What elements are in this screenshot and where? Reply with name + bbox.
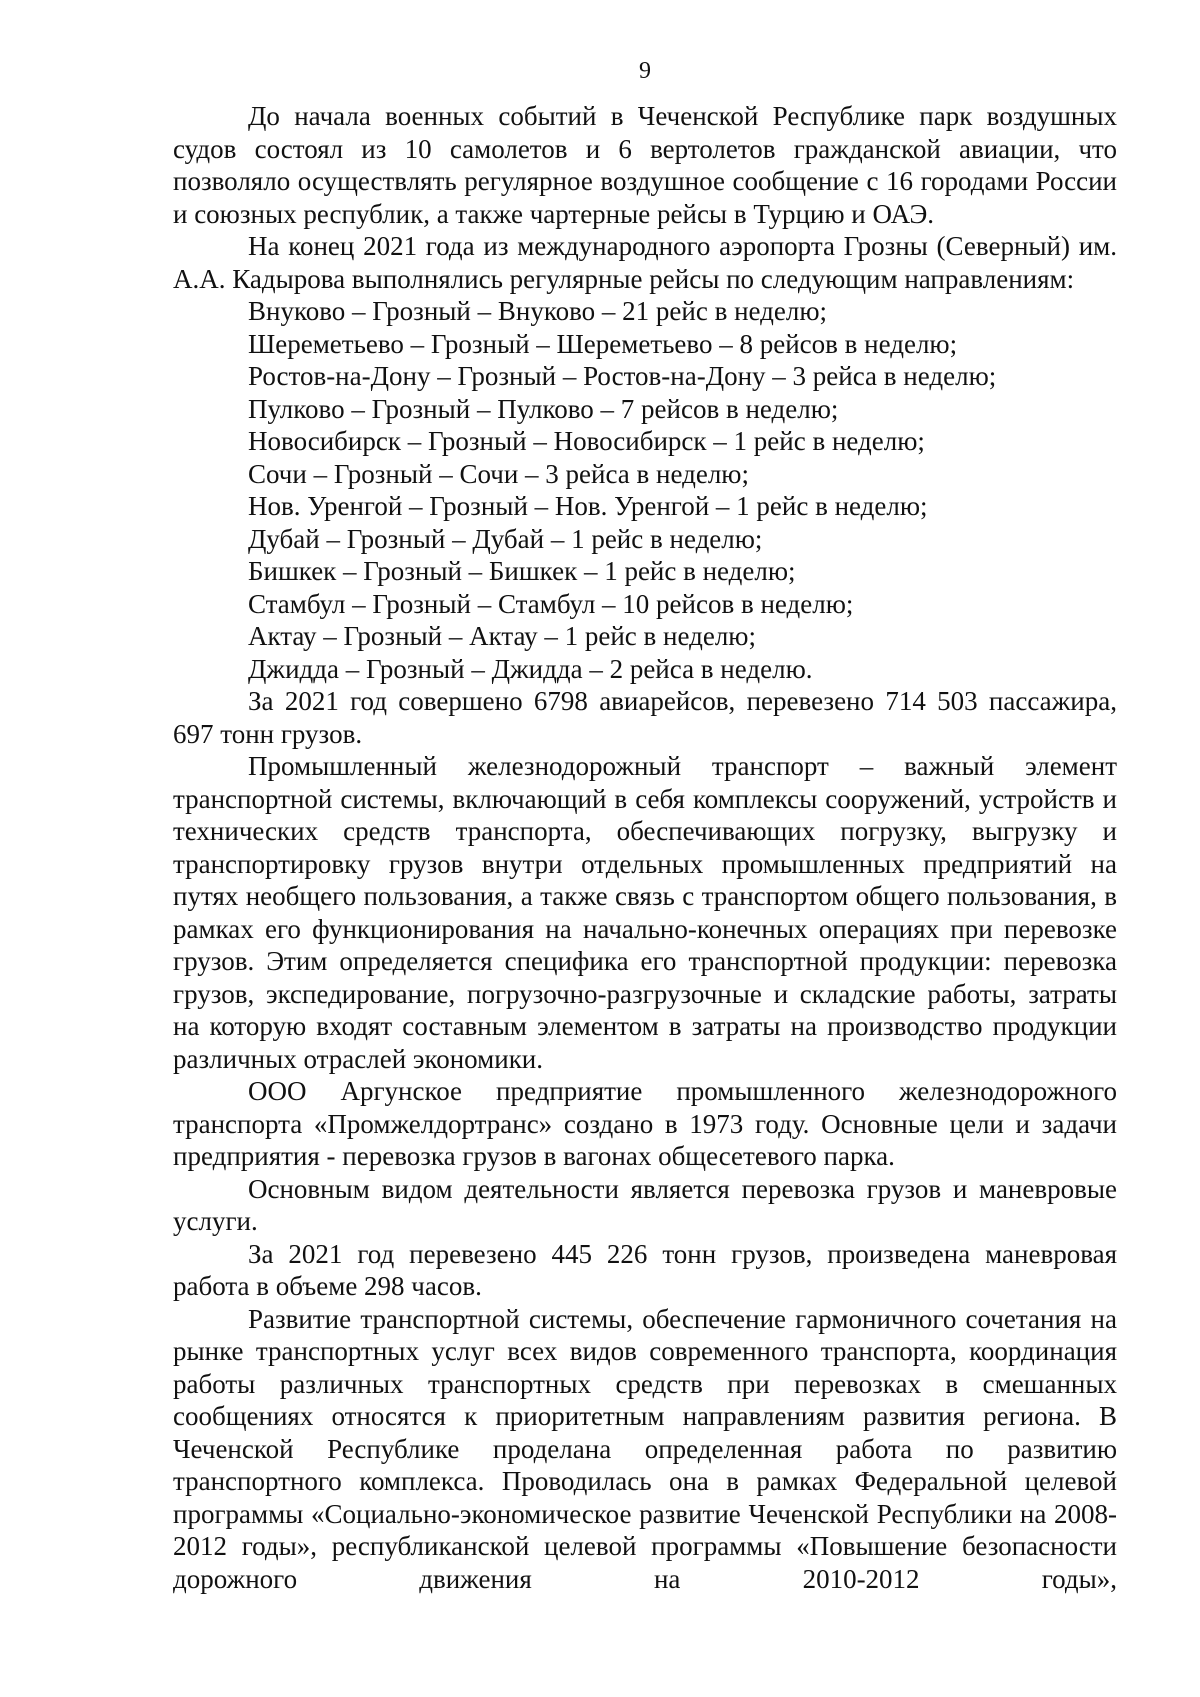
route-item: Стамбул – Грозный – Стамбул – 10 рейсов в неделю; <box>248 588 854 619</box>
page-number: 9 <box>639 58 651 84</box>
route-item: Новосибирск – Грозный – Новосибирск – 1 рейс в неделю; <box>248 426 925 456</box>
paragraph-aviation-history: До начала военных событий в Чеченской Республике парк воздушных судов состоял из 10 самолетов и 6 вертолетов гражданской авиации, что позволяло осуществлять регулярное воздушное сообщение с 16 городами России и союзных республик, а также чартерные рейсы в Турцию и ОАЭ. <box>173 101 1117 229</box>
route-item: Шереметьево – Грозный – Шереметьево – 8 рейсов в неделю; <box>248 328 958 359</box>
paragraph-main-activity: Основным видом деятельности является перевозка грузов и маневровые услуги. <box>173 1173 1117 1236</box>
route-item: Актау – Грозный – Актау – 1 рейс в неделю; <box>248 621 756 651</box>
paragraph-transport-development: Развитие транспортной системы, обеспечение гармоничного сочетания на рынке транспортных услуг всех видов современного транспорта, координация работы различных транспортных средств при перевозках в смешанных сообщениях относятся к приоритетным направлениям развития региона. В Чеченской Республике проделана определенная работа по развитию транспортного комплекса. Проводилась она в рамках Федеральной целевой программы «Социально-экономическое развитие Чеченской Республики на 2008-2012 годы», республиканской целевой программы «Повышение безопасности дорожного движения на 2010-2012 годы», <box>173 1303 1117 1594</box>
paragraph-cargo-stats: За 2021 год перевезено 445 226 тонн грузов, произведена маневровая работа в объеме 298 часов. <box>173 1238 1117 1301</box>
route-item: Пулково – Грозный – Пулково – 7 рейсов в неделю; <box>248 393 839 424</box>
route-item: Нов. Уренгой – Грозный – Нов. Уренгой – 1 рейс в неделю; <box>248 491 928 521</box>
route-item: Внуково – Грозный – Внуково – 21 рейс в неделю; <box>248 296 828 326</box>
route-item: Джидда – Грозный – Джидда – 2 рейса в неделю. <box>248 653 813 684</box>
route-item: Ростов-на-Дону – Грозный – Ростов-на-Дону – 3 рейса в неделю; <box>248 361 997 391</box>
paragraph-airport-routes-intro: На конец 2021 года из международного аэропорта Грозны (Северный) им. А.А. Кадырова выполнялись регулярные рейсы по следующим направлениям: <box>173 231 1117 294</box>
paragraph-industrial-railway: Промышленный железнодорожный транспорт – важный элемент транспортной системы, включающий в себя комплексы сооружений, устройств и технических средств транспорта, обеспечивающих погрузку, выгрузку и транспортировку грузов внутри отдельных промышленных предприятий на путях необщего пользования, а также связь с транспортом общего пользования, в рамках его функционирования на начально-конечных операциях при перевозке грузов. Этим определяется специфика его транспортной продукции: перевозка грузов, экспедирование, погрузочно-разгрузочные и складские работы, затраты на которую входят составным элементом в затраты на производство продукции различных отраслей экономики. <box>173 751 1117 1074</box>
route-item: Сочи – Грозный – Сочи – 3 рейса в неделю; <box>248 458 749 489</box>
paragraph-promzheldortrans: ООО Аргунское предприятие промышленного железнодорожного транспорта «Промжелдортранс» создано в 1973 году. Основные цели и задачи предприятия - перевозка грузов в вагонах общесетевого парка. <box>173 1076 1117 1171</box>
route-item: Дубай – Грозный – Дубай – 1 рейс в неделю; <box>248 523 763 554</box>
route-item: Бишкек – Грозный – Бишкек – 1 рейс в неделю; <box>248 556 796 586</box>
paragraph-flight-stats: За 2021 год совершено 6798 авиарейсов, перевезено 714 503 пассажира, 697 тонн грузов. <box>173 686 1117 749</box>
